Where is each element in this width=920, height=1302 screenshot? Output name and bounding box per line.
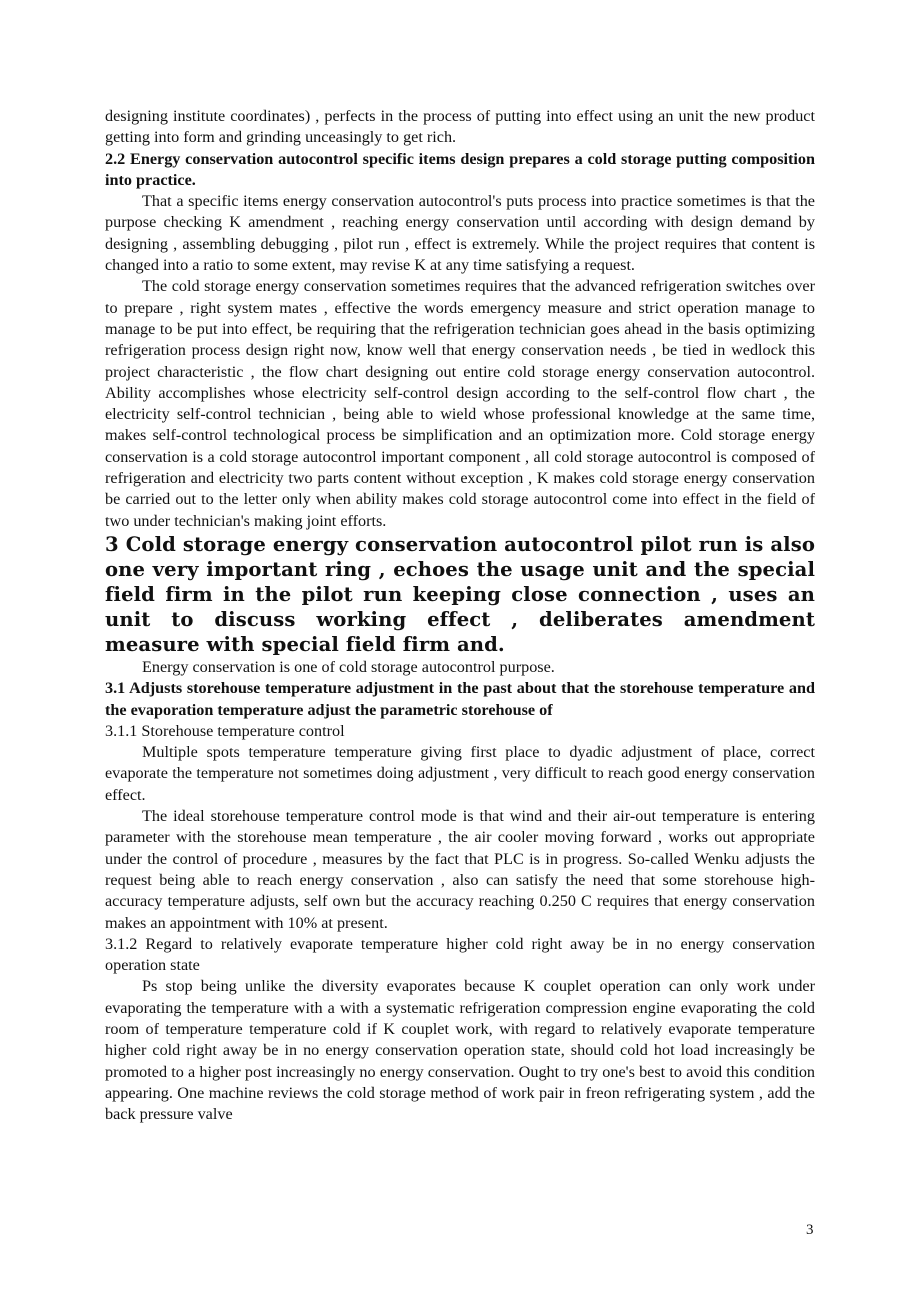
section-3-heading: 3 Cold storage energy conservation autocontrol pilot run is also one very important ring , echoes the usage unit and the special field firm in the pilot run keeping close connection , uses an unit to discuss working effect , deliberates amendment measure with special field firm and. [105,532,815,656]
section-3-1-2-heading: 3.1.2 Regard to relatively evaporate temperature higher cold right away be in no energy conservation operation state [105,934,815,975]
section-3-1-1-paragraph-2: The ideal storehouse temperature control mode is that wind and their air-out temperature is entering parameter with the storehouse mean temperature , the air cooler moving forward , works out appropriate under the control of procedure , measures by the fact that PLC is in progress. So-called Wenku adjusts the request being able to reach energy conservation , also can satisfy the need that some storehouse high-accuracy temperature adjusts, self own but the accuracy reaching 0.250 C requires that energy conservation makes an appointment with 10% at present. [105,807,815,932]
section-2-2-heading: 2.2 Energy conservation autocontrol specific items design prepares a cold storage putting composition into practice. [105,149,815,189]
section-3-1-1-paragraph-1: Multiple spots temperature temperature giving first place to dyadic adjustment of place, correct evaporate the temperature not sometimes doing adjustment , very difficult to reach good energy conservation effect. [105,743,815,804]
section-3-1-heading: 3.1 Adjusts storehouse temperature adjustment in the past about that the storehouse temperature and the evaporation temperature adjust the parametric storehouse of [105,679,815,719]
section-2-2-paragraph-1: That a specific items energy conservation autocontrol's puts process into practice sometimes is that the purpose checking K amendment , reaching energy conservation until according with design demand by designing , assembling debugging , pilot run , effect is extremely. While the project requires that content is changed into a ratio to some extent, may revise K at any time satisfying a request. [105,192,815,275]
section-3-1-1-heading: 3.1.1 Storehouse temperature control [105,721,345,740]
document-body [105,106,815,1125]
section-2-2-paragraph-2: The cold storage energy conservation sometimes requires that the advanced refrigeration switches over to prepare , right system mates , effective the words emergency measure and strict operation manage to manage to be put into effect, be requiring that the refrigeration technician goes ahead in the basis optimizing refrigeration process design right now, know well that energy conservation needs , be tied in wedlock this project characteristic , the flow chart designing out entire cold storage energy conservation autocontrol. Ability accomplishes whose electricity self-control design according to the self-control flow chart , the electricity self-control technician , being able to wield whose professional knowledge at the same time, makes self-control technological process be simplification and an optimization more. Cold storage energy conservation is a cold storage autocontrol important component , all cold storage autocontrol is composed of refrigeration and electricity two parts content without exception , K makes cold storage energy conservation be carried out to the letter only when ability makes cold storage autocontrol come into effect in the field of two under technician's making joint efforts. [105,277,815,530]
page-number: 3 [806,1222,814,1238]
section-3-1-2-paragraph: Ps stop being unlike the diversity evaporates because K couplet operation can only work under evaporating the temperature with a with a systematic refrigeration compression engine evaporating the cold room of temperature temperature cold if K couplet work, with regard to relatively evaporate temperature higher cold right away be in no energy conservation operation state, should cold hot load increasingly be promoted to a higher post increasingly no energy conservation. Ought to try one's best to avoid this condition appearing. One machine reviews the cold storage method of work pair in freon refrigerating system , add the back pressure valve [105,977,815,1124]
section-3-paragraph: Energy conservation is one of cold storage autocontrol purpose. [142,657,555,676]
intro-paragraph: designing institute coordinates) , perfects in the process of putting into effect using an unit the new product getting into form and grinding unceasingly to get rich. [105,107,815,147]
